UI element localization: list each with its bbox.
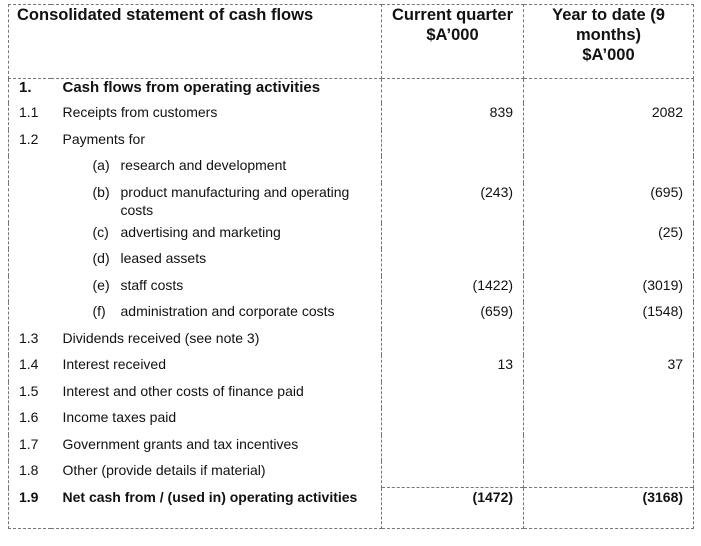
table-row (9, 408, 694, 435)
current-quarter-value: (1422) (382, 276, 524, 303)
section-row (9, 79, 694, 104)
table-row (9, 435, 694, 462)
cash-flow-table (8, 4, 694, 529)
year-to-date-header-line1: Year to date (9 (552, 6, 665, 24)
current-quarter-value: 13 (382, 355, 524, 382)
section-label: Cash flows from operating activities (51, 79, 382, 104)
row-label: advertising and marketing (120, 223, 281, 240)
year-to-date-value: (695) (524, 183, 694, 223)
row-number: 1.1 (9, 103, 51, 130)
sub-item-letter: (c) (92, 223, 109, 240)
year-to-date-value: (25) (524, 223, 694, 250)
sub-item-letter: (a) (92, 157, 110, 173)
year-to-date-value: 37 (524, 355, 694, 382)
row-label: Government grants and tax incentives (51, 435, 382, 462)
row-label: Other (provide details if material) (51, 461, 382, 488)
year-to-date-header-line3: $A’000 (582, 46, 635, 64)
table-row (9, 103, 694, 130)
current-quarter-value: (659) (382, 302, 524, 329)
row-number: 1.2 (9, 130, 51, 157)
row-number: 1.4 (9, 355, 51, 382)
current-quarter-header-line2: $A’000 (426, 26, 479, 44)
row-label: Net cash from / (used in) operating activities (51, 488, 382, 529)
row-number: 1.6 (9, 408, 51, 435)
table-row (9, 276, 694, 303)
row-number: 1.5 (9, 382, 51, 409)
row-label: Receipts from customers (51, 103, 382, 130)
year-to-date-value: (3019) (524, 276, 694, 303)
table-header-row (9, 5, 694, 79)
current-quarter-total: (1472) (382, 488, 524, 529)
sub-item-letter: (d) (92, 250, 110, 266)
table-row (9, 183, 694, 223)
section-number: 1. (9, 79, 51, 104)
year-to-date-header (524, 5, 694, 79)
sub-item-letter: (e) (92, 276, 110, 293)
row-label: Payments for (51, 130, 382, 157)
table-row (9, 382, 694, 409)
sub-item-letter: (f) (92, 303, 106, 319)
table-row (9, 249, 694, 276)
row-label: leased assets (120, 250, 207, 266)
table-row (9, 461, 694, 488)
row-number: 1.7 (9, 435, 51, 462)
row-label: product manufacturing and operating costs (120, 183, 350, 218)
sub-item-letter: (b) (92, 183, 110, 200)
current-quarter-header-line1: Current quarter (392, 6, 514, 24)
year-to-date-total: (3168) (524, 488, 694, 529)
current-quarter-header (382, 5, 524, 79)
table-row (9, 156, 694, 183)
row-label: Interest received (51, 355, 382, 382)
row-label: administration and corporate costs (120, 303, 335, 319)
row-number: 1.3 (9, 329, 51, 356)
table-row (9, 223, 694, 250)
row-label: staff costs (120, 276, 184, 293)
table-row (9, 302, 694, 329)
current-quarter-value: (243) (382, 183, 524, 223)
row-number: 1.8 (9, 461, 51, 488)
table-row (9, 355, 694, 382)
row-label: research and development (120, 157, 287, 173)
row-number: 1.9 (9, 488, 51, 529)
year-to-date-value: 2082 (524, 103, 694, 130)
year-to-date-header-line2: months) (575, 26, 642, 44)
statement-title: Consolidated statement of cash flows (9, 5, 382, 79)
row-label: Interest and other costs of finance paid (51, 382, 382, 409)
year-to-date-value: (1548) (524, 302, 694, 329)
row-label: Income taxes paid (51, 408, 382, 435)
total-row (9, 488, 694, 529)
row-label: Dividends received (see note 3) (51, 329, 382, 356)
current-quarter-value: 839 (382, 103, 524, 130)
table-row (9, 329, 694, 356)
table-row (9, 130, 694, 157)
